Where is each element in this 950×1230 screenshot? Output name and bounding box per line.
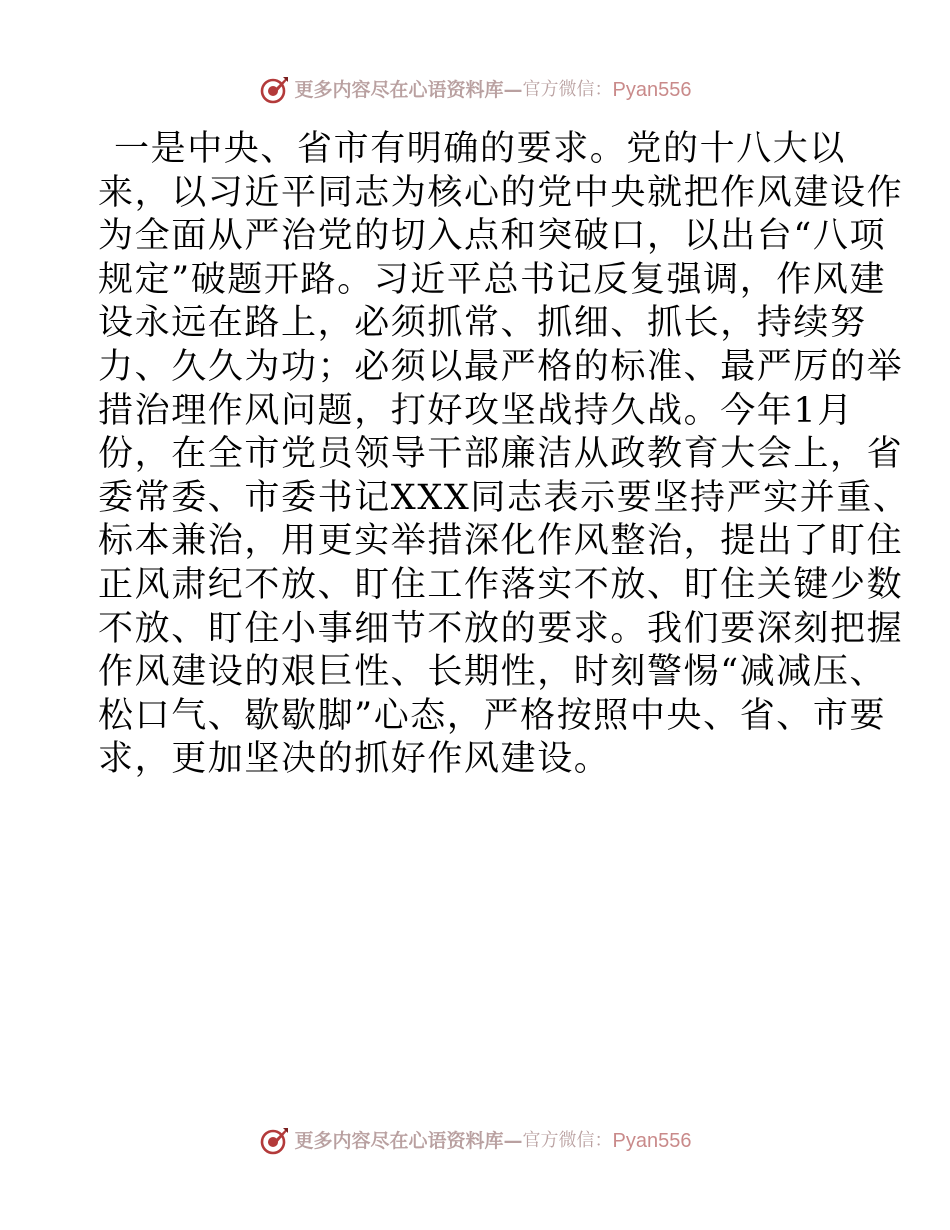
header-banner-wechat-label: 官方微信： (522, 79, 613, 100)
paragraph-line: 委常委、市委书记XXX同志表示要坚持严实并重、 (98, 477, 910, 518)
footer-banner-wechat-id: Pyan556 (612, 1130, 692, 1152)
quill-pen-circle-logo-icon (259, 1126, 289, 1156)
paragraph-line: 措治理作风问题，打好攻坚战持久战。今年1月 (98, 390, 854, 431)
footer-banner (0, 1124, 950, 1158)
body-paragraph (98, 128, 910, 782)
footer-banner-main: 更多内容尽在心语资料库 (294, 1130, 504, 1152)
paragraph-line: 求，更加坚决的抓好作风建设。 (98, 739, 611, 780)
footer-banner-wechat-label: 官方微信： (522, 1130, 613, 1151)
header-banner-wechat-id: Pyan556 (612, 79, 692, 101)
header-banner (0, 73, 950, 107)
paragraph-line: 来，以习近平同志为核心的党中央就把作风建设作 (98, 172, 904, 213)
paragraph-line: 为全面从严治党的切入点和突破口，以出台“八项 (98, 216, 887, 257)
header-banner-text (295, 75, 692, 105)
paragraph-line: 松口气、歇歇脚”心态，严格按照中央、省、市要 (98, 695, 887, 736)
paragraph-line: 不放、盯住小事细节不放的要求。我们要深刻把握 (98, 608, 904, 649)
paragraph-line: 标本兼治，用更实举措深化作风整治，提出了盯住 (98, 521, 904, 562)
header-banner-main: 更多内容尽在心语资料库 (294, 79, 504, 101)
footer-banner-dash: — (503, 1130, 523, 1152)
paragraph-line: 份，在全市党员领导干部廉洁从政教育大会上，省 (98, 434, 904, 475)
paragraph-line: 正风肃纪不放、盯住工作落实不放、盯住关键少数 (98, 564, 904, 605)
paragraph-line-text: 一是中央、省市有明确的要求。党的十八大以 (114, 129, 847, 169)
paragraph-line (98, 128, 858, 172)
paragraph-line: 规定”破题开路。习近平总书记反复强调，作风建 (98, 259, 887, 300)
paragraph-line: 力、久久为功；必须以最严格的标准、最严厉的举 (98, 346, 904, 387)
footer-banner-text (295, 1126, 692, 1156)
paragraph-line: 设永远在路上，必须抓常、抓细、抓长，持续努 (98, 303, 867, 344)
paragraph-line: 作风建设的艰巨性、长期性，时刻警惕“减减压、 (98, 652, 887, 693)
header-banner-dash: — (503, 79, 523, 101)
quill-pen-circle-logo-icon (259, 75, 289, 105)
